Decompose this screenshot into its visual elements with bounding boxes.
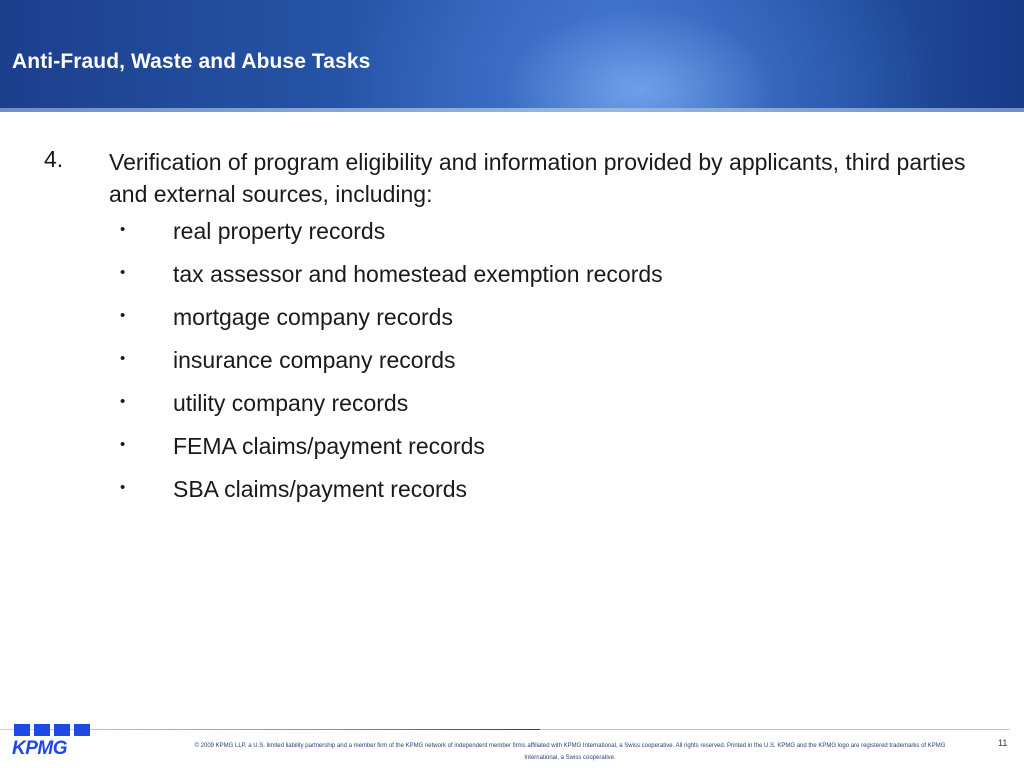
copyright-text: © 2009 KPMG LLP, a U.S. limited liability partnership and a member firm of the KPMG network of independent member firms affiliated with KPMG International, a Swiss cooperative. All rights reserved. Printed in the U.S. KPMG and the KPMG logo are registered trademarks of KPMG International, a Swiss cooperative. [194,743,946,761]
bullet-icon: • [120,479,126,496]
bullet-icon: • [120,264,126,281]
page-number: 11 [998,738,1008,748]
bullet-text: insurance company records [173,347,456,373]
logo-text: KPMG [12,738,67,759]
bullet-icon: • [120,393,126,410]
bullet-icon: • [120,307,126,324]
bullet-icon: • [120,436,126,453]
logo-bars-icon [14,724,90,736]
bullet-text: utility company records [173,390,409,416]
bullet-icon: • [120,350,126,367]
kpmg-logo [12,724,92,764]
bullet-text: real property records [173,218,386,244]
bullet-text: tax assessor and homestead exemption records [173,261,663,287]
bullet-icon: • [120,221,126,238]
list-number: 4. [44,146,64,172]
bullet-text: SBA claims/payment records [173,476,468,502]
bullet-text: FEMA claims/payment records [173,433,485,459]
intro-text: Verification of program eligibility and information provided by applicants, third parties and external sources, including: [109,149,966,207]
bullet-text: mortgage company records [173,304,453,330]
slide-title: Anti-Fraud, Waste and Abuse Tasks [12,50,371,73]
footer-divider-right [540,729,1010,730]
